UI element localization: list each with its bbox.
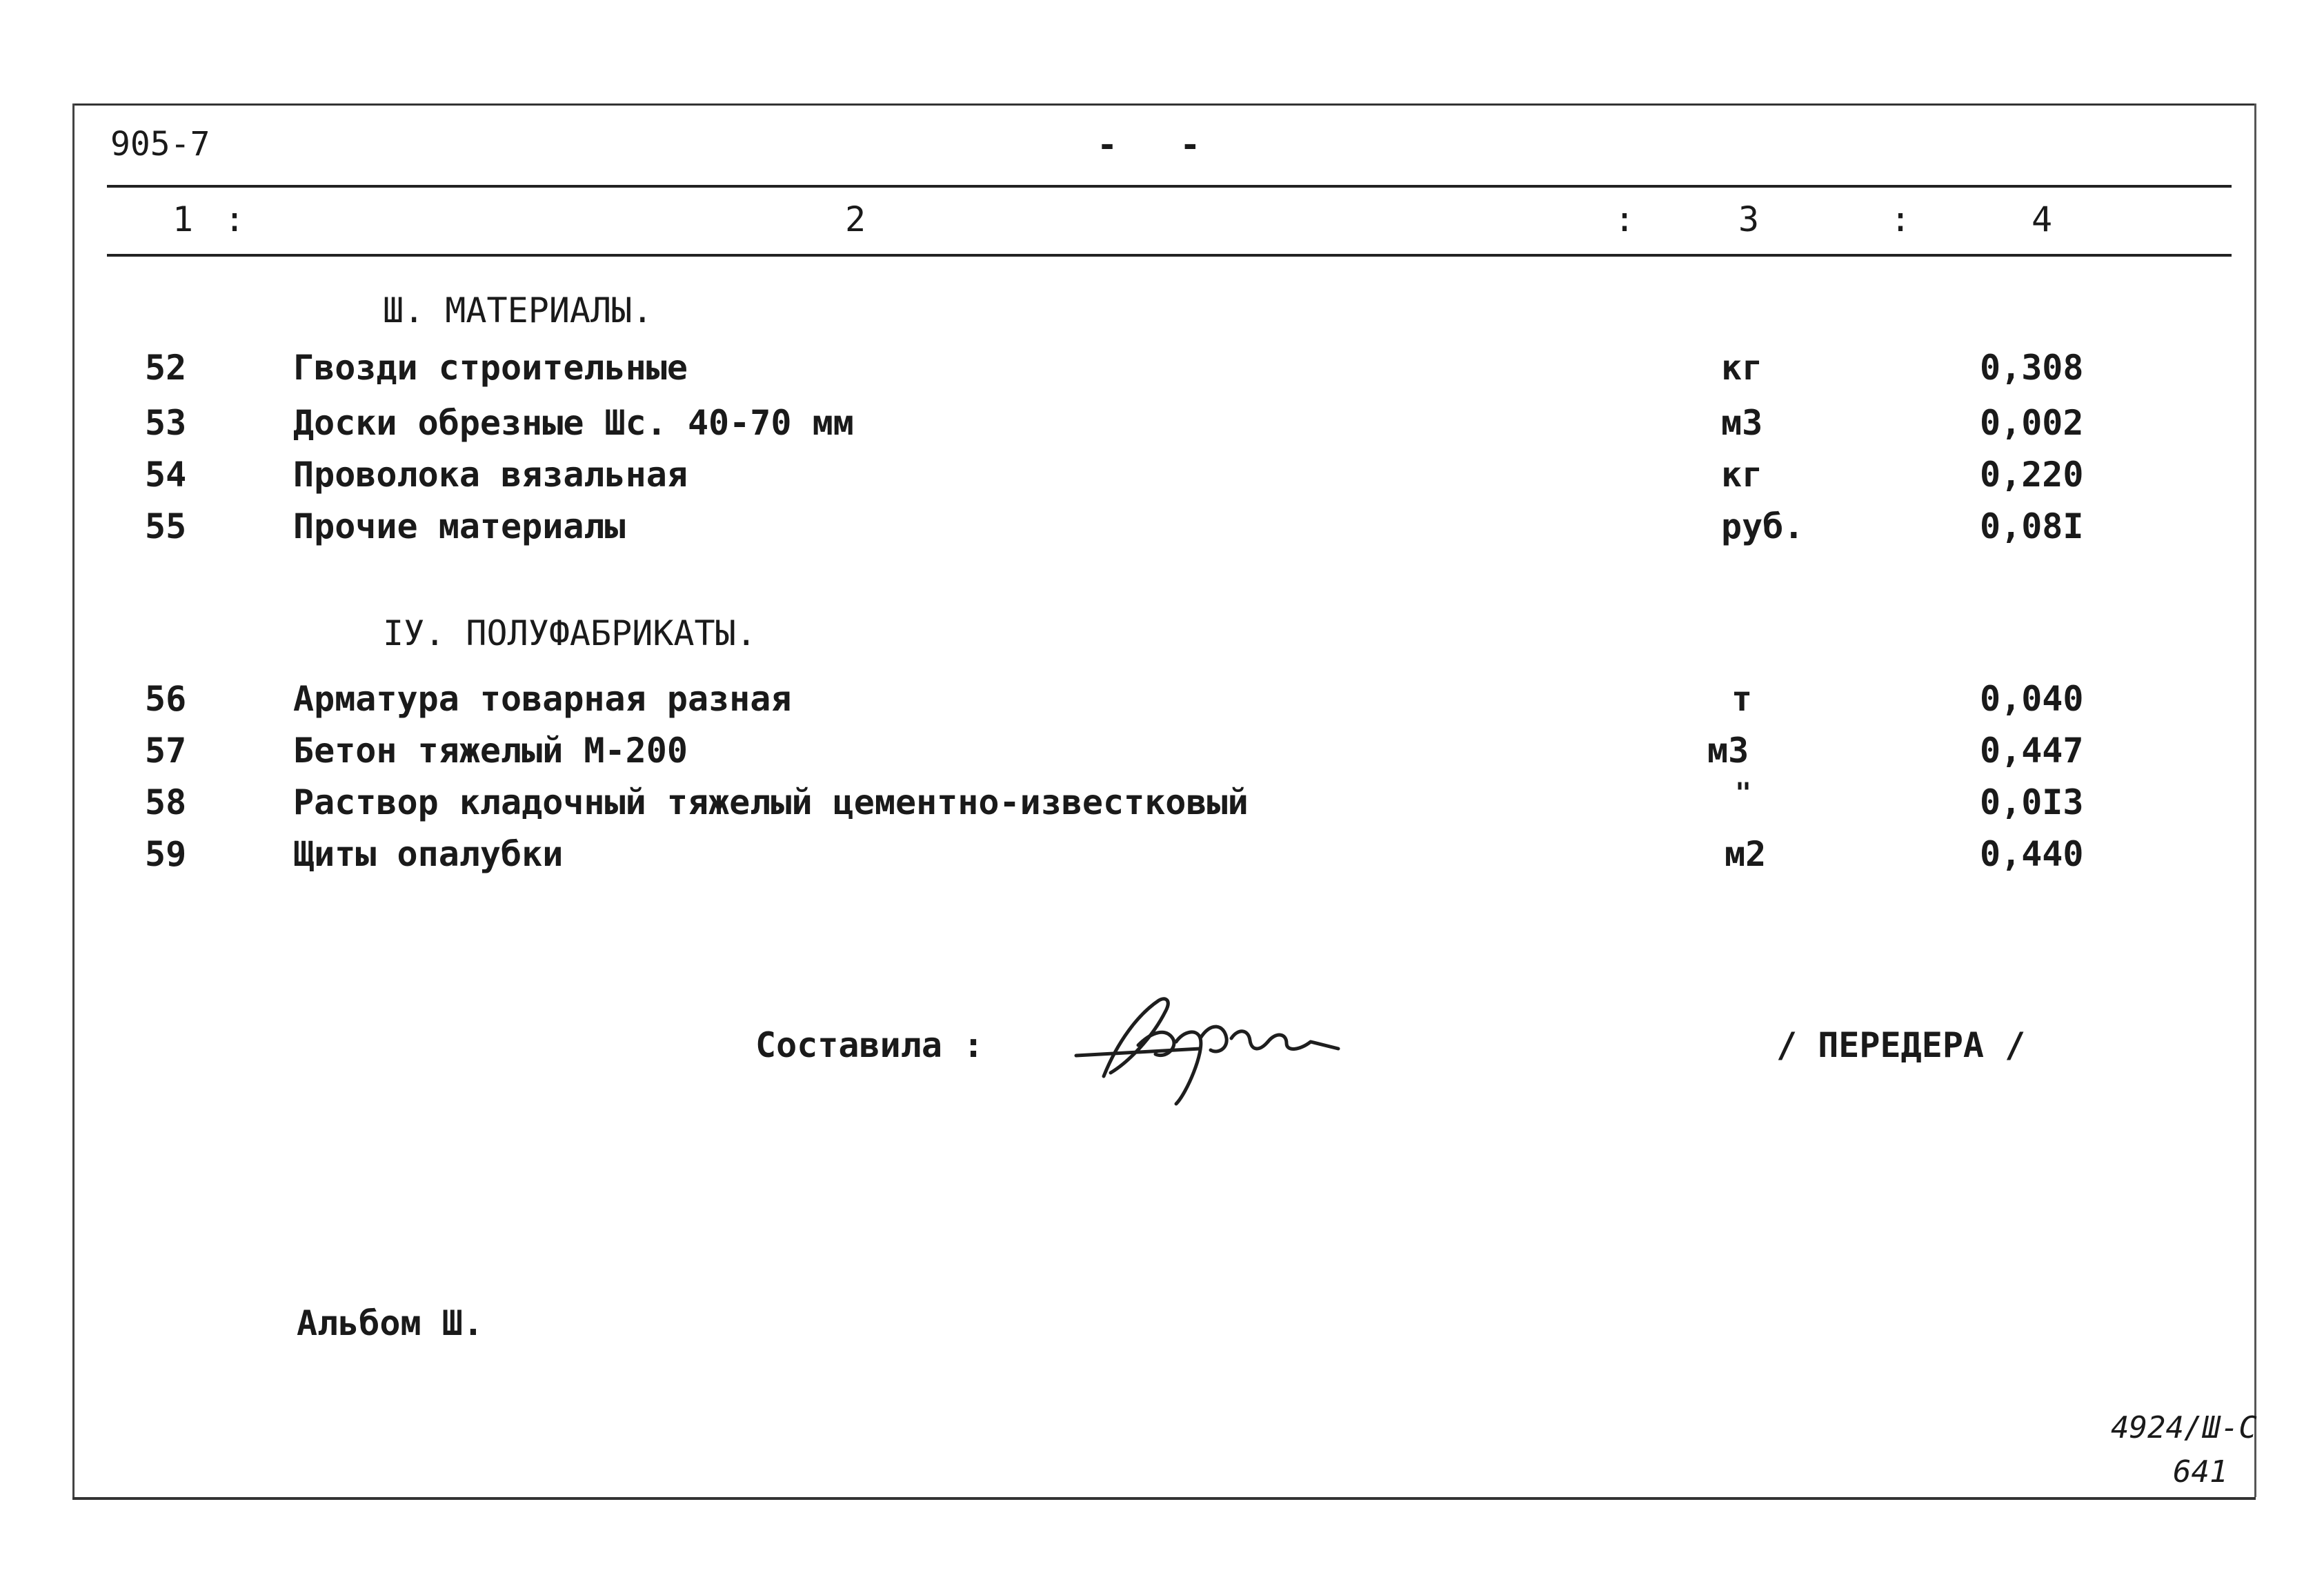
row-unit: кг [1721,455,1763,495]
row-quantity: 0,220 [1980,455,2084,495]
row-quantity: 0,040 [1980,679,2084,719]
row-quantity: 0,002 [1980,403,2084,443]
frame-top-border [72,103,2256,106]
row-quantity: 0,0I3 [1980,782,2084,822]
row-unit: т [1731,679,1753,719]
frame-bottom-border [72,1497,2256,1500]
page-marker: - - [1097,125,1222,165]
row-quantity: 0,447 [1980,731,2084,771]
column-header-4: 4 [2032,199,2053,239]
row-name: Бетон тяжелый М-200 [293,731,688,771]
row-number: 56 [145,679,187,719]
archive-stamp-code: 4924/Ш-С [2111,1410,2257,1445]
handwritten-signature [1062,973,1359,1111]
table-header-top-rule [107,185,2232,188]
section-title: Ш. МАТЕРИАЛЫ. [383,290,653,330]
row-unit: м2 [1725,834,1767,874]
row-number: 57 [145,731,187,771]
frame-left-border [72,103,75,1497]
column-separator: : [1614,199,1636,239]
table-header-bottom-rule [107,254,2232,257]
row-name: Прочие материалы [293,506,626,546]
column-header-1: 1 [172,199,194,239]
row-quantity: 0,440 [1980,834,2084,874]
column-separator: : [1890,199,1911,239]
row-name: Арматура товарная разная [293,679,792,719]
row-number: 52 [145,348,187,388]
row-quantity: 0,08I [1980,506,2084,546]
row-unit: руб. [1721,506,1805,546]
row-number: 53 [145,403,187,443]
frame-right-border [2254,103,2256,1497]
column-header-2: 2 [845,199,866,239]
row-number: 58 [145,782,187,822]
row-unit: кг [1721,348,1763,388]
row-name: Доски обрезные Шс. 40-70 мм [293,403,854,443]
row-name: Гвозди строительные [293,348,688,388]
album-label: Альбом Ш. [297,1303,484,1343]
row-name: Щиты опалубки [293,834,564,874]
doc-code: 905-7 [110,125,210,164]
row-unit: м3 [1707,731,1749,771]
row-unit: м3 [1721,403,1763,443]
section-title: IУ. ПОЛУФАБРИКАТЫ. [383,613,757,653]
compiled-by-label: Составила : [755,1025,984,1065]
compiler-name: / ПЕРЕДЕРА / [1776,1025,2026,1065]
row-unit: " [1735,778,1752,809]
row-number: 54 [145,455,187,495]
row-quantity: 0,308 [1980,348,2084,388]
row-number: 55 [145,506,187,546]
archive-stamp-number: 641 [2173,1454,2228,1490]
column-header-3: 3 [1738,199,1760,239]
row-number: 59 [145,834,187,874]
row-name: Проволока вязальная [293,455,688,495]
column-separator: : [224,199,246,239]
row-name: Раствор кладочный тяжелый цементно-известковый [293,782,1249,822]
